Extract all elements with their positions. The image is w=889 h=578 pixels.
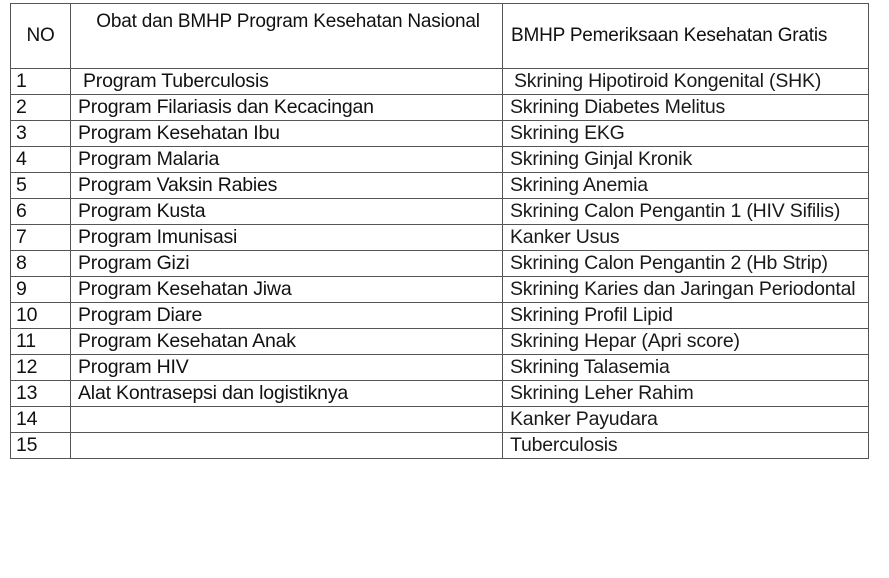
table-row <box>11 251 869 277</box>
cell-no: 14 <box>11 407 71 433</box>
cell-no: 15 <box>11 433 71 459</box>
cell-no: 4 <box>11 147 71 173</box>
header-program: Obat dan BMHP Program Kesehatan Nasional <box>71 4 503 69</box>
cell-program: Program Kusta <box>71 199 503 225</box>
cell-bmhp: Skrining Talasemia <box>503 355 869 381</box>
cell-bmhp: Skrining Hepar (Apri score) <box>503 329 869 355</box>
cell-no: 2 <box>11 95 71 121</box>
table-row <box>11 277 869 303</box>
program-table <box>10 3 869 459</box>
table-row <box>11 121 869 147</box>
cell-program: Alat Kontrasepsi dan logistiknya <box>71 381 503 407</box>
cell-bmhp: Tuberculosis <box>503 433 869 459</box>
cell-no: 12 <box>11 355 71 381</box>
cell-program: Program Tuberculosis <box>71 69 503 95</box>
cell-program: Program Filariasis dan Kecacingan <box>71 95 503 121</box>
cell-bmhp: Skrining Leher Rahim <box>503 381 869 407</box>
cell-no: 6 <box>11 199 71 225</box>
cell-bmhp: Skrining Hipotiroid Kongenital (SHK) <box>503 69 869 95</box>
cell-program <box>71 433 503 459</box>
cell-bmhp: Skrining EKG <box>503 121 869 147</box>
cell-bmhp: Skrining Karies dan Jaringan Periodontal <box>503 277 869 303</box>
cell-bmhp: Skrining Calon Pengantin 1 (HIV Sifilis) <box>503 199 869 225</box>
cell-no: 1 <box>11 69 71 95</box>
cell-program: Program Kesehatan Anak <box>71 329 503 355</box>
cell-program: Program Imunisasi <box>71 225 503 251</box>
document-page <box>10 3 868 459</box>
header-bmhp: BMHP Pemeriksaan Kesehatan Gratis <box>503 4 869 69</box>
cell-bmhp: Skrining Calon Pengantin 2 (Hb Strip) <box>503 251 869 277</box>
cell-no: 13 <box>11 381 71 407</box>
header-row <box>11 4 869 69</box>
table-row <box>11 173 869 199</box>
cell-no: 10 <box>11 303 71 329</box>
cell-program: Program HIV <box>71 355 503 381</box>
cell-program: Program Gizi <box>71 251 503 277</box>
cell-bmhp: Skrining Anemia <box>503 173 869 199</box>
cell-program: Program Vaksin Rabies <box>71 173 503 199</box>
table-row <box>11 381 869 407</box>
table-row <box>11 407 869 433</box>
table-row <box>11 199 869 225</box>
cell-bmhp: Skrining Diabetes Melitus <box>503 95 869 121</box>
cell-bmhp: Kanker Payudara <box>503 407 869 433</box>
cell-no: 5 <box>11 173 71 199</box>
cell-bmhp: Skrining Ginjal Kronik <box>503 147 869 173</box>
cell-no: 7 <box>11 225 71 251</box>
cell-bmhp: Kanker Usus <box>503 225 869 251</box>
table-row <box>11 329 869 355</box>
cell-program <box>71 407 503 433</box>
cell-no: 11 <box>11 329 71 355</box>
cell-bmhp: Skrining Profil Lipid <box>503 303 869 329</box>
table-row <box>11 69 869 95</box>
table-row <box>11 95 869 121</box>
cell-no: 3 <box>11 121 71 147</box>
cell-program: Program Diare <box>71 303 503 329</box>
table-row <box>11 225 869 251</box>
table-row <box>11 147 869 173</box>
table-row <box>11 303 869 329</box>
cell-no: 9 <box>11 277 71 303</box>
cell-program: Program Kesehatan Jiwa <box>71 277 503 303</box>
cell-no: 8 <box>11 251 71 277</box>
cell-program: Program Malaria <box>71 147 503 173</box>
table-row <box>11 433 869 459</box>
cell-program: Program Kesehatan Ibu <box>71 121 503 147</box>
header-no: NO <box>11 4 71 69</box>
table-row <box>11 355 869 381</box>
